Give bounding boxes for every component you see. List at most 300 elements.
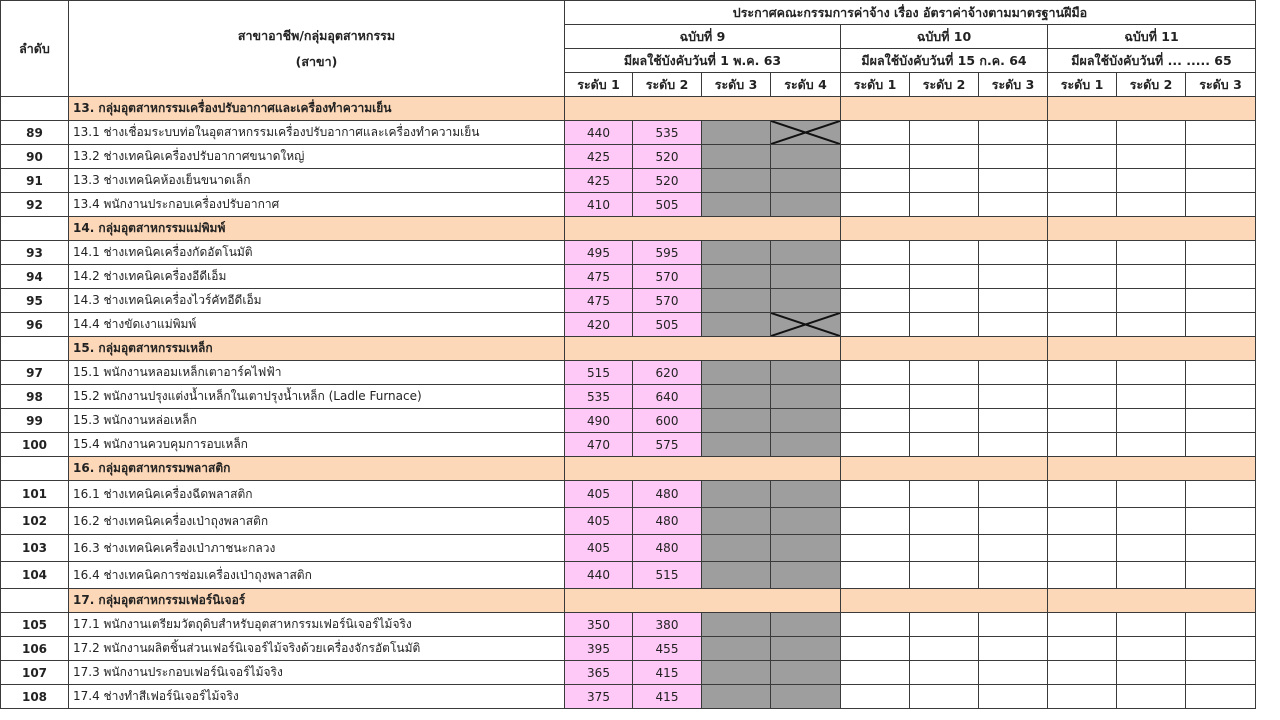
table-row — [1, 433, 1256, 457]
ed9-level3-na — [702, 661, 771, 685]
ed10-level3-cell — [979, 289, 1048, 313]
table-row — [1, 613, 1256, 637]
ed9-level3-na — [702, 121, 771, 145]
row-order: 98 — [1, 385, 69, 409]
table-row — [1, 409, 1256, 433]
ed9-level4-na — [771, 562, 841, 589]
ed9-level2-value: 505 — [633, 193, 702, 217]
table-body — [1, 97, 1256, 709]
ed10-level1-cell — [841, 385, 910, 409]
level-header: ระดับ 4 — [771, 73, 841, 97]
ed11-level3-cell — [1186, 361, 1256, 385]
row-branch-name: 16.2 ช่างเทคนิคเครื่องเป่าถุงพลาสติก — [69, 508, 565, 535]
row-order: 93 — [1, 241, 69, 265]
ed11-level2-cell — [1117, 265, 1186, 289]
ed10-level1-cell — [841, 637, 910, 661]
group-title: 13. กลุ่มอุตสาหกรรมเครื่องปรับอากาศและเครื่องทำความเย็น — [69, 97, 565, 121]
ed9-level2-value: 620 — [633, 361, 702, 385]
ed11-level2-cell — [1117, 169, 1186, 193]
ed11-level2-cell — [1117, 613, 1186, 637]
group-band-edition-11 — [1048, 217, 1256, 241]
ed9-level3-na — [702, 145, 771, 169]
ed11-level2-cell — [1117, 637, 1186, 661]
ed9-level1-value: 410 — [565, 193, 633, 217]
ed10-level3-cell — [979, 562, 1048, 589]
ed10-level3-cell — [979, 313, 1048, 337]
group-band-edition-11 — [1048, 457, 1256, 481]
ed10-level1-cell — [841, 508, 910, 535]
group-title: 16. กลุ่มอุตสาหกรรมพลาสติก — [69, 457, 565, 481]
row-branch-name: 16.3 ช่างเทคนิคเครื่องเป่าภาชนะกลวง — [69, 535, 565, 562]
ed11-level3-cell — [1186, 685, 1256, 709]
ed9-level3-na — [702, 193, 771, 217]
row-branch-name: 17.4 ช่างทำสีเฟอร์นิเจอร์ไม้จริง — [69, 685, 565, 709]
ed11-level1-cell — [1048, 193, 1117, 217]
edition-10-effective: มีผลใช้บังคับวันที่ 15 ก.ค. 64 — [841, 49, 1048, 73]
ed9-level2-value: 415 — [633, 661, 702, 685]
ed10-level2-cell — [910, 265, 979, 289]
ed9-level3-na — [702, 169, 771, 193]
ed10-level3-cell — [979, 685, 1048, 709]
col-branch-title: สาขาอาชีพ/กลุ่มอุตสาหกรรม — [237, 27, 396, 43]
ed11-level1-cell — [1048, 313, 1117, 337]
level-header: ระดับ 2 — [1117, 73, 1186, 97]
ed10-level2-cell — [910, 661, 979, 685]
ed10-level1-cell — [841, 562, 910, 589]
table-row — [1, 685, 1256, 709]
ed9-level4-na — [771, 169, 841, 193]
level-header: ระดับ 2 — [910, 73, 979, 97]
ed10-level1-cell — [841, 409, 910, 433]
col-branch-header — [69, 1, 565, 97]
ed9-level1-value: 425 — [565, 145, 633, 169]
ed10-level2-cell — [910, 385, 979, 409]
ed11-level2-cell — [1117, 685, 1186, 709]
group-title: 17. กลุ่มอุตสาหกรรมเฟอร์นิเจอร์ — [69, 589, 565, 613]
ed11-level2-cell — [1117, 361, 1186, 385]
ed11-level1-cell — [1048, 241, 1117, 265]
ed9-level3-na — [702, 613, 771, 637]
ed11-level3-cell — [1186, 637, 1256, 661]
ed10-level1-cell — [841, 433, 910, 457]
row-order: 89 — [1, 121, 69, 145]
ed9-level4-na — [771, 613, 841, 637]
ed10-level2-cell — [910, 169, 979, 193]
ed11-level1-cell — [1048, 361, 1117, 385]
ed9-level4-crossed — [771, 313, 841, 337]
ed10-level1-cell — [841, 613, 910, 637]
ed10-level3-cell — [979, 481, 1048, 508]
row-order: 104 — [1, 562, 69, 589]
ed10-level2-cell — [910, 562, 979, 589]
ed9-level4-na — [771, 409, 841, 433]
group-band-edition-11 — [1048, 589, 1256, 613]
ed11-level3-cell — [1186, 433, 1256, 457]
ed11-level1-cell — [1048, 613, 1117, 637]
ed9-level4-na — [771, 508, 841, 535]
ed10-level1-cell — [841, 313, 910, 337]
ed10-level3-cell — [979, 265, 1048, 289]
ed10-level2-cell — [910, 535, 979, 562]
ed11-level3-cell — [1186, 613, 1256, 637]
ed9-level2-value: 380 — [633, 613, 702, 637]
ed9-level2-value: 515 — [633, 562, 702, 589]
ed9-level2-value: 520 — [633, 169, 702, 193]
ed9-level3-na — [702, 685, 771, 709]
row-order: 102 — [1, 508, 69, 535]
ed10-level3-cell — [979, 361, 1048, 385]
ed9-level1-value: 420 — [565, 313, 633, 337]
ed11-level3-cell — [1186, 385, 1256, 409]
row-order: 92 — [1, 193, 69, 217]
ed11-level1-cell — [1048, 637, 1117, 661]
level-header: ระดับ 3 — [702, 73, 771, 97]
ed9-level2-value: 520 — [633, 145, 702, 169]
cross-icon — [771, 121, 840, 144]
edition-10-title: ฉบับที่ 10 — [841, 25, 1048, 49]
ed10-level2-cell — [910, 193, 979, 217]
ed11-level1-cell — [1048, 562, 1117, 589]
ed9-level4-na — [771, 685, 841, 709]
ed10-level3-cell — [979, 535, 1048, 562]
row-branch-name: 16.1 ช่างเทคนิคเครื่องฉีดพลาสติก — [69, 481, 565, 508]
table-header — [1, 1, 1256, 97]
table-row — [1, 385, 1256, 409]
ed9-level4-na — [771, 193, 841, 217]
ed10-level1-cell — [841, 193, 910, 217]
group-band-edition-9 — [565, 457, 841, 481]
ed10-level3-cell — [979, 169, 1048, 193]
ed11-level3-cell — [1186, 289, 1256, 313]
ed9-level4-crossed — [771, 121, 841, 145]
ed10-level3-cell — [979, 385, 1048, 409]
ed10-level3-cell — [979, 433, 1048, 457]
ed9-level3-na — [702, 433, 771, 457]
group-title: 15. กลุ่มอุตสาหกรรมเหล็ก — [69, 337, 565, 361]
table-row — [1, 562, 1256, 589]
ed10-level1-cell — [841, 661, 910, 685]
ed11-level2-cell — [1117, 121, 1186, 145]
row-branch-name: 15.2 พนักงานปรุงแต่งน้ำเหล็กในเตาปรุงน้ำเหล็ก (Ladle Furnace) — [69, 385, 565, 409]
ed9-level2-value: 595 — [633, 241, 702, 265]
ed10-level3-cell — [979, 508, 1048, 535]
ed9-level1-value: 515 — [565, 361, 633, 385]
ed9-level2-value: 480 — [633, 481, 702, 508]
ed9-level3-na — [702, 409, 771, 433]
ed11-level1-cell — [1048, 121, 1117, 145]
ed9-level1-value: 475 — [565, 265, 633, 289]
level-header: ระดับ 3 — [979, 73, 1048, 97]
ed11-level2-cell — [1117, 562, 1186, 589]
ed9-level3-na — [702, 289, 771, 313]
row-order: 94 — [1, 265, 69, 289]
row-branch-name: 17.3 พนักงานประกอบเฟอร์นิเจอร์ไม้จริง — [69, 661, 565, 685]
group-band-edition-10 — [841, 337, 1048, 361]
ed10-level2-cell — [910, 481, 979, 508]
ed11-level3-cell — [1186, 661, 1256, 685]
edition-11-effective: มีผลใช้บังคับวันที่ ... ..... 65 — [1048, 49, 1256, 73]
ed9-level1-value: 470 — [565, 433, 633, 457]
ed11-level3-cell — [1186, 481, 1256, 508]
ed11-level3-cell — [1186, 265, 1256, 289]
ed10-level2-cell — [910, 313, 979, 337]
col-branch-subtitle: (สาขา) — [295, 53, 338, 69]
ed9-level1-value: 375 — [565, 685, 633, 709]
table-row — [1, 661, 1256, 685]
row-branch-name: 16.4 ช่างเทคนิคการซ่อมเครื่องเป่าถุงพลาสติก — [69, 562, 565, 589]
ed9-level4-na — [771, 385, 841, 409]
table-row — [1, 481, 1256, 508]
group-order-cell — [1, 457, 69, 481]
ed10-level1-cell — [841, 289, 910, 313]
ed11-level1-cell — [1048, 169, 1117, 193]
ed10-level3-cell — [979, 145, 1048, 169]
ed11-level1-cell — [1048, 508, 1117, 535]
ed11-level3-cell — [1186, 193, 1256, 217]
ed10-level1-cell — [841, 145, 910, 169]
ed10-level1-cell — [841, 121, 910, 145]
row-order: 101 — [1, 481, 69, 508]
ed9-level2-value: 415 — [633, 685, 702, 709]
row-branch-name: 15.1 พนักงานหลอมเหล็กเตาอาร์คไฟฟ้า — [69, 361, 565, 385]
row-order: 91 — [1, 169, 69, 193]
ed11-level1-cell — [1048, 265, 1117, 289]
ed10-level2-cell — [910, 241, 979, 265]
ed9-level4-na — [771, 241, 841, 265]
ed9-level4-na — [771, 361, 841, 385]
ed9-level3-na — [702, 481, 771, 508]
group-band-edition-9 — [565, 337, 841, 361]
group-band-edition-10 — [841, 589, 1048, 613]
ed10-level3-cell — [979, 637, 1048, 661]
ed11-level1-cell — [1048, 145, 1117, 169]
ed11-level2-cell — [1117, 289, 1186, 313]
row-branch-name: 17.1 พนักงานเตรียมวัตถุดิบสำหรับอุตสาหกรรมเฟอร์นิเจอร์ไม้จริง — [69, 613, 565, 637]
row-order: 99 — [1, 409, 69, 433]
group-row — [1, 589, 1256, 613]
ed11-level3-cell — [1186, 562, 1256, 589]
group-row — [1, 337, 1256, 361]
ed9-level4-na — [771, 637, 841, 661]
ed10-level2-cell — [910, 637, 979, 661]
ed11-level2-cell — [1117, 193, 1186, 217]
ed9-level3-na — [702, 535, 771, 562]
row-order: 100 — [1, 433, 69, 457]
ed11-level1-cell — [1048, 535, 1117, 562]
ed10-level2-cell — [910, 361, 979, 385]
col-order-header: ลำดับ — [1, 1, 69, 97]
group-order-cell — [1, 337, 69, 361]
table-row — [1, 241, 1256, 265]
ed9-level1-value: 490 — [565, 409, 633, 433]
ed10-level1-cell — [841, 535, 910, 562]
ed10-level3-cell — [979, 409, 1048, 433]
ed9-level4-na — [771, 433, 841, 457]
ed9-level3-na — [702, 361, 771, 385]
ed9-level2-value: 570 — [633, 289, 702, 313]
ed10-level2-cell — [910, 145, 979, 169]
group-title: 14. กลุ่มอุตสาหกรรมแม่พิมพ์ — [69, 217, 565, 241]
group-order-cell — [1, 217, 69, 241]
edition-9-title: ฉบับที่ 9 — [565, 25, 841, 49]
ed9-level1-value: 425 — [565, 169, 633, 193]
ed9-level3-na — [702, 265, 771, 289]
ed11-level2-cell — [1117, 145, 1186, 169]
edition-9-effective: มีผลใช้บังคับวันที่ 1 พ.ค. 63 — [565, 49, 841, 73]
ed9-level1-value: 405 — [565, 508, 633, 535]
ed9-level2-value: 640 — [633, 385, 702, 409]
group-band-edition-10 — [841, 457, 1048, 481]
ed11-level2-cell — [1117, 433, 1186, 457]
row-order: 105 — [1, 613, 69, 637]
edition-11-title: ฉบับที่ 11 — [1048, 25, 1256, 49]
ed10-level2-cell — [910, 433, 979, 457]
group-band-edition-9 — [565, 589, 841, 613]
ed11-level1-cell — [1048, 289, 1117, 313]
group-order-cell — [1, 589, 69, 613]
ed11-level1-cell — [1048, 481, 1117, 508]
ed11-level2-cell — [1117, 241, 1186, 265]
row-order: 95 — [1, 289, 69, 313]
group-band-edition-11 — [1048, 97, 1256, 121]
table-row — [1, 535, 1256, 562]
ed10-level3-cell — [979, 661, 1048, 685]
ed11-level3-cell — [1186, 409, 1256, 433]
ed10-level3-cell — [979, 241, 1048, 265]
table-row — [1, 169, 1256, 193]
table-row — [1, 508, 1256, 535]
table-row — [1, 289, 1256, 313]
ed10-level2-cell — [910, 409, 979, 433]
ed10-level1-cell — [841, 361, 910, 385]
ed9-level1-value: 495 — [565, 241, 633, 265]
ed11-level1-cell — [1048, 433, 1117, 457]
ed9-level1-value: 440 — [565, 121, 633, 145]
row-branch-name: 13.4 พนักงานประกอบเครื่องปรับอากาศ — [69, 193, 565, 217]
ed10-level3-cell — [979, 121, 1048, 145]
ed11-level1-cell — [1048, 685, 1117, 709]
group-row — [1, 97, 1256, 121]
row-branch-name: 15.4 พนักงานควบคุมการอบเหล็ก — [69, 433, 565, 457]
ed10-level1-cell — [841, 265, 910, 289]
ed9-level2-value: 480 — [633, 535, 702, 562]
ed9-level3-na — [702, 562, 771, 589]
group-row — [1, 217, 1256, 241]
ed9-level4-na — [771, 265, 841, 289]
ed10-level2-cell — [910, 613, 979, 637]
ed9-level2-value: 505 — [633, 313, 702, 337]
ed10-level2-cell — [910, 685, 979, 709]
ed9-level4-na — [771, 481, 841, 508]
ed10-level2-cell — [910, 289, 979, 313]
cross-icon — [771, 313, 840, 336]
row-order: 96 — [1, 313, 69, 337]
ed9-level3-na — [702, 637, 771, 661]
row-branch-name: 17.2 พนักงานผลิตชิ้นส่วนเฟอร์นิเจอร์ไม้จริงด้วยเครื่องจักรอัตโนมัติ — [69, 637, 565, 661]
ed11-level3-cell — [1186, 121, 1256, 145]
ed11-level3-cell — [1186, 313, 1256, 337]
ed11-level3-cell — [1186, 535, 1256, 562]
ed11-level2-cell — [1117, 661, 1186, 685]
row-order: 90 — [1, 145, 69, 169]
table-row — [1, 313, 1256, 337]
announcement-title: ประกาศคณะกรรมการค่าจ้าง เรื่อง อัตราค่าจ้างตามมาตรฐานฝีมือ — [565, 1, 1256, 25]
ed9-level4-na — [771, 661, 841, 685]
ed11-level3-cell — [1186, 145, 1256, 169]
ed11-level2-cell — [1117, 385, 1186, 409]
ed11-level1-cell — [1048, 385, 1117, 409]
ed9-level1-value: 405 — [565, 481, 633, 508]
row-order: 106 — [1, 637, 69, 661]
ed11-level2-cell — [1117, 481, 1186, 508]
level-header: ระดับ 1 — [565, 73, 633, 97]
row-branch-name: 15.3 พนักงานหล่อเหล็ก — [69, 409, 565, 433]
table-row — [1, 121, 1256, 145]
ed10-level3-cell — [979, 193, 1048, 217]
ed11-level2-cell — [1117, 508, 1186, 535]
row-branch-name: 13.2 ช่างเทคนิคเครื่องปรับอากาศขนาดใหญ่ — [69, 145, 565, 169]
ed9-level2-value: 600 — [633, 409, 702, 433]
level-header: ระดับ 1 — [841, 73, 910, 97]
group-order-cell — [1, 97, 69, 121]
ed9-level1-value: 475 — [565, 289, 633, 313]
row-order: 107 — [1, 661, 69, 685]
level-header: ระดับ 2 — [633, 73, 702, 97]
ed9-level1-value: 350 — [565, 613, 633, 637]
table-row — [1, 265, 1256, 289]
table-row — [1, 361, 1256, 385]
row-branch-name: 14.1 ช่างเทคนิคเครื่องกัดอัตโนมัติ — [69, 241, 565, 265]
row-branch-name: 14.4 ช่างขัดเงาแม่พิมพ์ — [69, 313, 565, 337]
group-band-edition-9 — [565, 97, 841, 121]
ed11-level1-cell — [1048, 409, 1117, 433]
ed9-level2-value: 575 — [633, 433, 702, 457]
ed9-level4-na — [771, 535, 841, 562]
ed9-level1-value: 365 — [565, 661, 633, 685]
row-order: 97 — [1, 361, 69, 385]
ed11-level1-cell — [1048, 661, 1117, 685]
level-header: ระดับ 3 — [1186, 73, 1256, 97]
ed11-level3-cell — [1186, 169, 1256, 193]
ed11-level2-cell — [1117, 535, 1186, 562]
group-row — [1, 457, 1256, 481]
ed9-level1-value: 440 — [565, 562, 633, 589]
table-row — [1, 637, 1256, 661]
ed9-level1-value: 405 — [565, 535, 633, 562]
ed9-level2-value: 455 — [633, 637, 702, 661]
table-row — [1, 145, 1256, 169]
row-order: 108 — [1, 685, 69, 709]
ed10-level1-cell — [841, 685, 910, 709]
ed11-level2-cell — [1117, 409, 1186, 433]
ed11-level2-cell — [1117, 313, 1186, 337]
level-header: ระดับ 1 — [1048, 73, 1117, 97]
ed9-level2-value: 570 — [633, 265, 702, 289]
ed9-level1-value: 535 — [565, 385, 633, 409]
ed10-level1-cell — [841, 169, 910, 193]
ed10-level3-cell — [979, 613, 1048, 637]
ed10-level2-cell — [910, 121, 979, 145]
ed9-level3-na — [702, 385, 771, 409]
group-band-edition-11 — [1048, 337, 1256, 361]
ed9-level3-na — [702, 313, 771, 337]
row-branch-name: 14.3 ช่างเทคนิคเครื่องไวร์คัทอีดีเอ็ม — [69, 289, 565, 313]
group-band-edition-10 — [841, 97, 1048, 121]
row-branch-name: 13.1 ช่างเชื่อมระบบท่อในอุตสาหกรรมเครื่องปรับอากาศและเครื่องทำความเย็น — [69, 121, 565, 145]
row-order: 103 — [1, 535, 69, 562]
ed11-level3-cell — [1186, 508, 1256, 535]
ed10-level1-cell — [841, 241, 910, 265]
